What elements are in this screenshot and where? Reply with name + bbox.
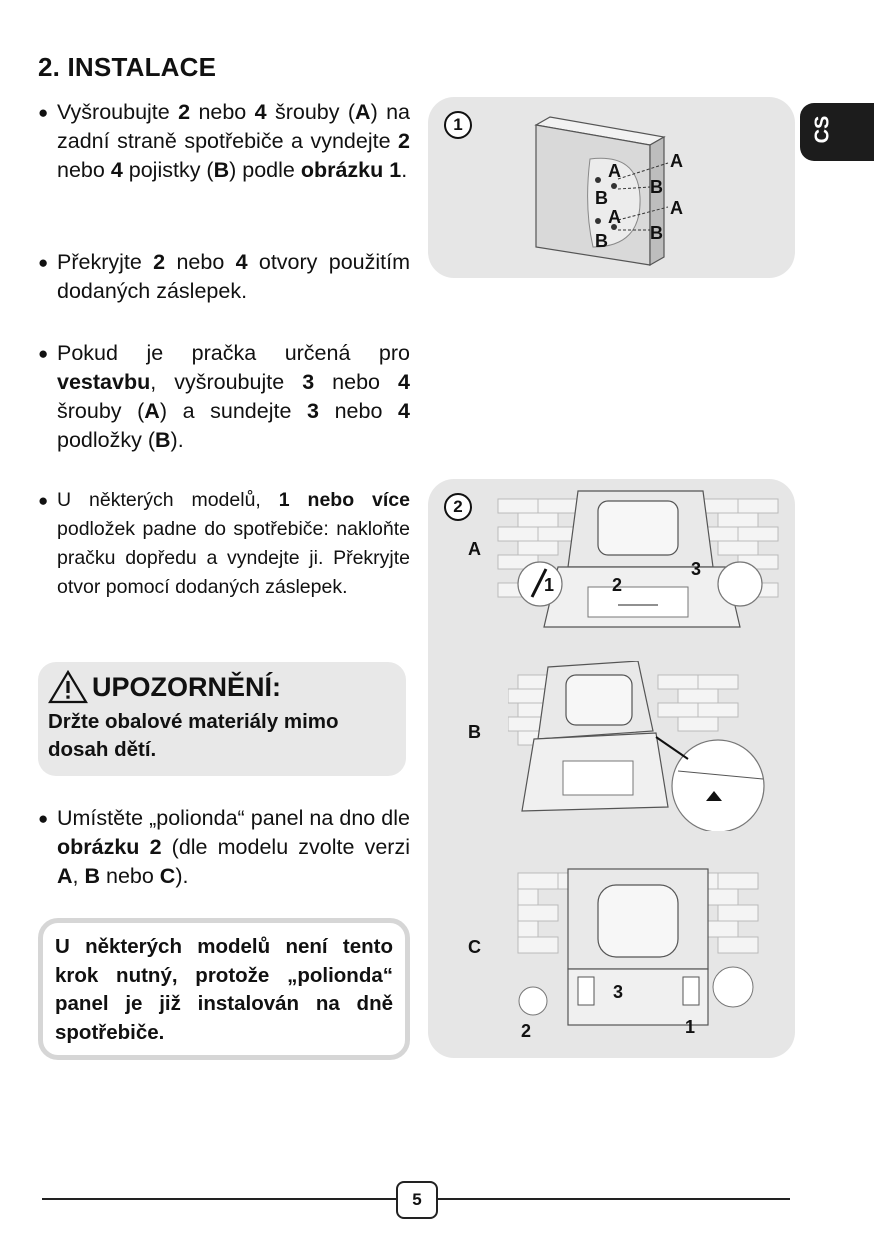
figure-1-number: 1 bbox=[444, 111, 472, 139]
bullet-dot-icon: ● bbox=[38, 103, 49, 122]
figure-1-label: A bbox=[670, 151, 683, 171]
figure-1-label: A bbox=[608, 207, 621, 227]
warning-triangle-icon bbox=[48, 670, 88, 704]
footer-rule-left bbox=[42, 1198, 396, 1200]
variant-c-callout: 1 bbox=[685, 1017, 696, 1037]
variant-a-callout: 1 bbox=[544, 575, 555, 595]
variant-a-label: A bbox=[468, 539, 481, 559]
variant-c-label: C bbox=[468, 937, 481, 957]
warning-title: UPOZORNĚNÍ: bbox=[92, 671, 281, 702]
bullet-dot-icon: ● bbox=[38, 809, 49, 828]
figure-1-label: B bbox=[595, 188, 608, 208]
page-number: 5 bbox=[396, 1181, 438, 1219]
instruction-bullet-1 bbox=[38, 98, 410, 185]
footer-rule-right bbox=[438, 1198, 790, 1200]
warning-box bbox=[38, 662, 406, 776]
figure-2-panel bbox=[428, 479, 795, 1058]
figure-1-label: A bbox=[670, 198, 683, 218]
variant-b-label: B bbox=[468, 722, 481, 742]
variant-c-callout: 2 bbox=[521, 1021, 532, 1041]
bullet-text: Vyšroubujte 2 nebo 4 šrouby (A) na zadní straně spotřebiče a vyndejte 2 nebo 4 pojistky (B) podle obrázku 1. bbox=[57, 100, 410, 182]
variant-a-illustration bbox=[488, 487, 788, 637]
warning-text: Držte obalové materiály mimo dosah dětí. bbox=[48, 710, 339, 761]
figure-1-panel bbox=[428, 97, 795, 278]
variant-c-illustration bbox=[513, 867, 763, 1037]
instruction-bullet-2 bbox=[38, 248, 410, 306]
bullet-text: Pokud je pračka určená pro vestavbu, vyšroubujte 3 nebo 4 šrouby (A) a sundejte 3 nebo 4 podložky (B). bbox=[57, 341, 410, 452]
variant-b-illustration bbox=[508, 661, 768, 831]
bullet-text: U některých modelů, 1 nebo více podložek padne do spotřebiče: nakloňte pračku dopředu a vyndejte ji. Překryjte otvor pomocí dodaných záslepek. bbox=[57, 489, 410, 598]
figure-1-label: B bbox=[595, 231, 608, 251]
figure-1-label: A bbox=[608, 161, 621, 181]
bullet-text: Překryjte 2 nebo 4 otvory použitím dodaných záslepek. bbox=[57, 250, 410, 303]
bullet-dot-icon: ● bbox=[38, 253, 49, 272]
washing-machine-back-illustration bbox=[428, 97, 795, 278]
variant-a-callout: 2 bbox=[612, 575, 623, 595]
language-tab-label: CS bbox=[811, 115, 834, 144]
instruction-bullet-4 bbox=[38, 486, 410, 602]
bullet-dot-icon: ● bbox=[38, 491, 49, 510]
instruction-bullet-3 bbox=[38, 339, 410, 455]
figure-2-number: 2 bbox=[444, 493, 472, 521]
figure-1-label: B bbox=[650, 177, 663, 197]
section-title: 2. INSTALACE bbox=[38, 52, 217, 82]
language-tab bbox=[800, 103, 874, 161]
note-box: U některých modelů není tento krok nutný, protože „polionda“ panel je již instalován na dně spotřebiče. bbox=[38, 918, 410, 1060]
variant-c-callout: 3 bbox=[613, 982, 624, 1002]
variant-a-callout: 3 bbox=[691, 559, 702, 579]
instruction-bullet-5 bbox=[38, 804, 410, 891]
figure-1-label: B bbox=[650, 223, 663, 243]
bullet-text: Umístěte „polionda“ panel na dno dle obrázku 2 (dle modelu zvolte verzi A, B nebo C). bbox=[57, 806, 410, 888]
bullet-dot-icon: ● bbox=[38, 344, 49, 363]
